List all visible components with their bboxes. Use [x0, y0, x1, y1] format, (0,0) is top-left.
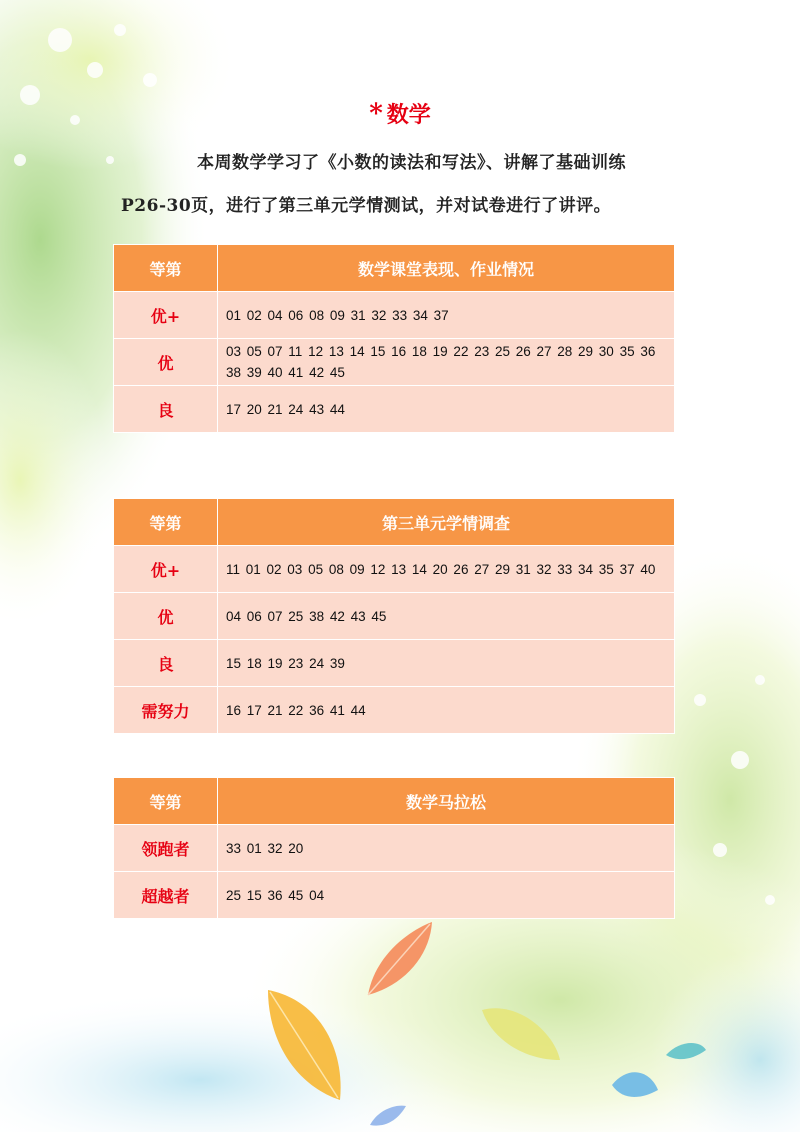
grade-level: 优+	[114, 292, 218, 339]
student-numbers: 16 17 21 22 36 41 44	[218, 687, 675, 734]
grade-level: 良	[114, 640, 218, 687]
table-row	[114, 593, 675, 640]
student-numbers: 04 06 07 25 38 42 43 45	[218, 593, 675, 640]
table-row	[114, 825, 675, 872]
grade-level: 优+	[114, 546, 218, 593]
grade-level: 优	[114, 593, 218, 640]
grade-level: 优	[114, 339, 218, 386]
grade-level: 需努力	[114, 687, 218, 734]
table-row	[114, 872, 675, 919]
students-column-header: 数学课堂表现、作业情况	[218, 245, 675, 292]
heading-title: 数学	[386, 102, 431, 128]
table-row	[114, 546, 675, 593]
table-row	[114, 292, 675, 339]
table-header-row	[114, 778, 675, 825]
students-column-header: 数学马拉松	[218, 778, 675, 825]
students-column-header: 第三单元学情调查	[218, 499, 675, 546]
table-header-row	[114, 499, 675, 546]
student-numbers: 01 02 04 06 08 09 31 32 33 34 37	[218, 292, 675, 339]
grade-level: 良	[114, 386, 218, 433]
student-numbers: 15 18 19 23 24 39	[218, 640, 675, 687]
grade-column-header: 等第	[114, 778, 218, 825]
intro-line-1: 本周数学学习了《小数的读法和写法》、讲解了基础训练	[197, 153, 626, 173]
grade-level: 领跑者	[114, 825, 218, 872]
student-numbers: 17 20 21 24 43 44	[218, 386, 675, 433]
intro-line-2: P26-30页，进行了第三单元学情测试，并对试卷进行了讲评。	[121, 196, 612, 216]
student-numbers: 03 05 07 11 12 13 14 15 16 18 19 22 23 25 26 27 28 29 30 35 36 38 39 40 41 42 45	[218, 339, 675, 386]
student-numbers: 11 01 02 03 05 08 09 12 13 14 20 26 27 29 31 32 33 34 35 37 40	[218, 546, 675, 593]
table-row	[114, 640, 675, 687]
table-row	[114, 687, 675, 734]
grade-column-header: 等第	[114, 499, 218, 546]
math-marathon-table	[113, 777, 675, 919]
table-row	[114, 386, 675, 433]
unit-survey-table	[113, 498, 675, 734]
table-row	[114, 339, 675, 386]
grade-level: 超越者	[114, 872, 218, 919]
student-numbers: 25 15 36 45 04	[218, 872, 675, 919]
table-header-row	[114, 245, 675, 292]
student-numbers: 33 01 32 20	[218, 825, 675, 872]
section-heading	[0, 98, 800, 129]
class-performance-table	[113, 244, 675, 433]
grade-column-header: 等第	[114, 245, 218, 292]
star-icon: *	[369, 99, 383, 129]
